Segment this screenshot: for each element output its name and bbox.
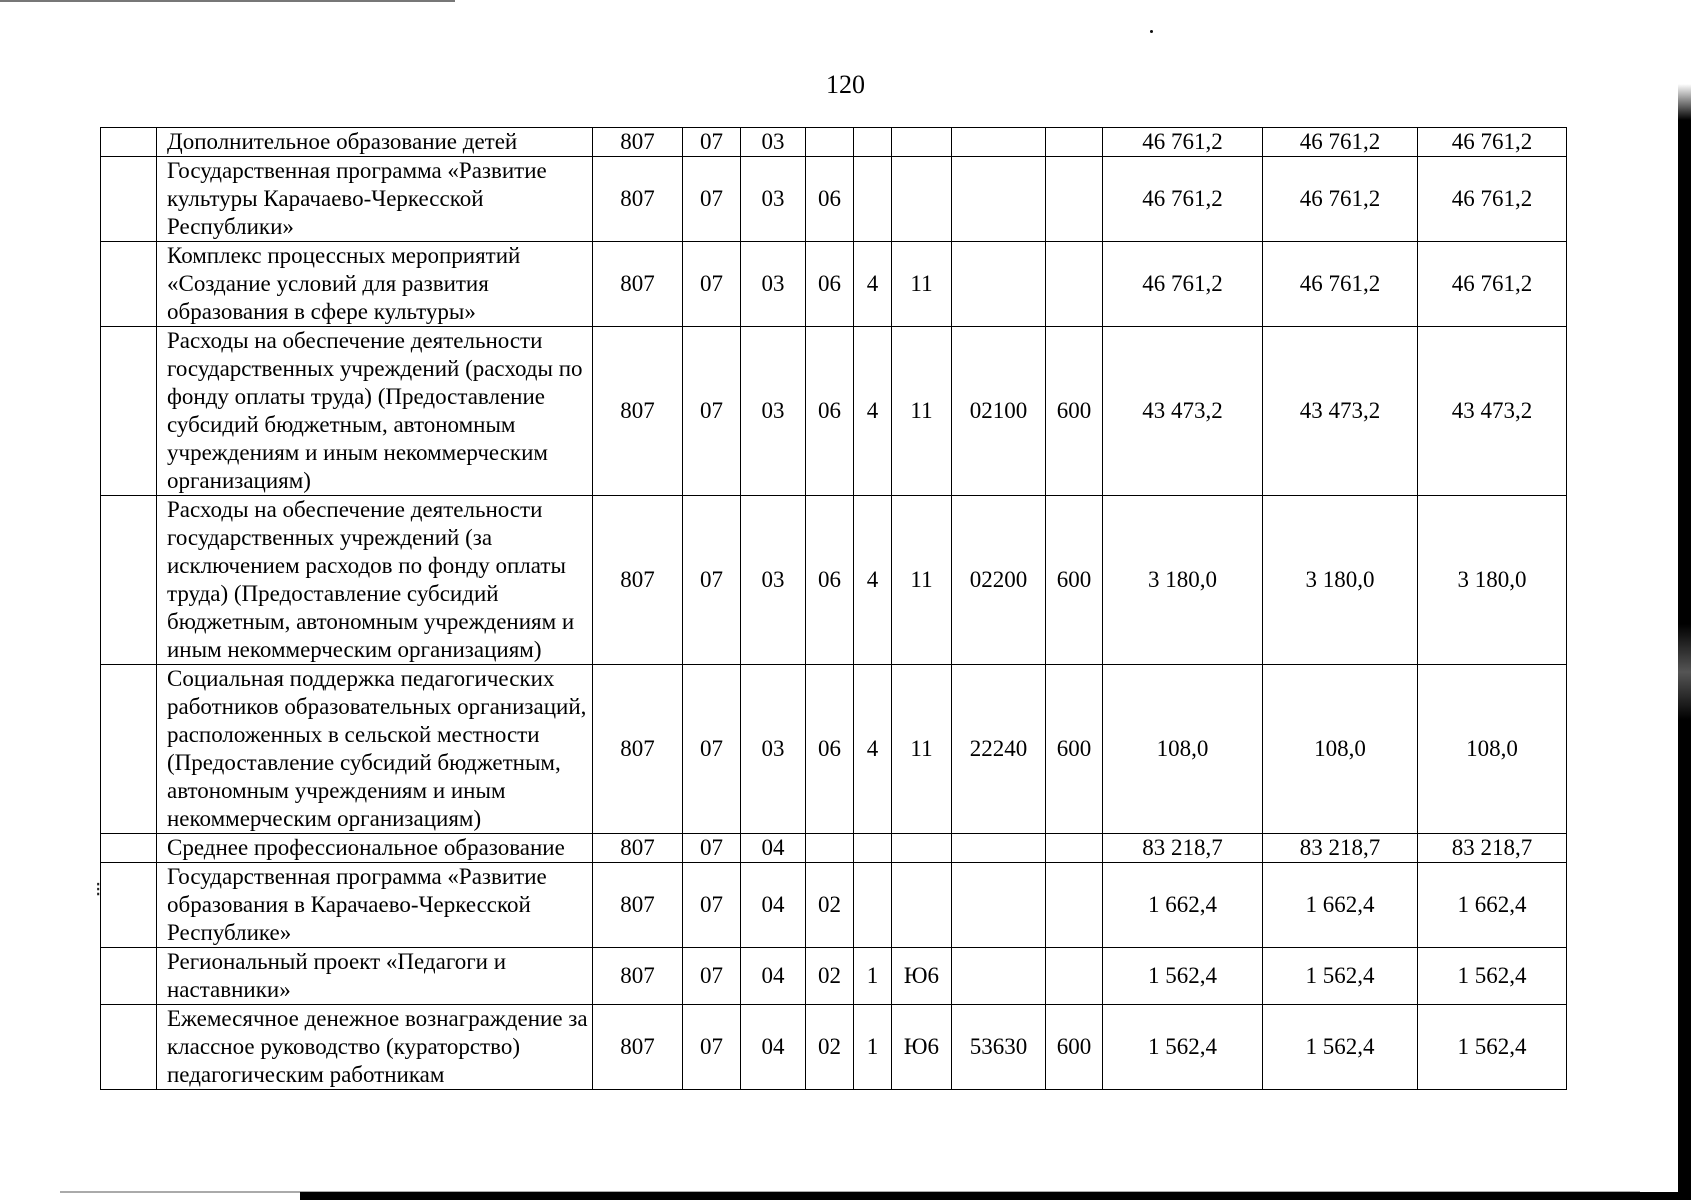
table-row <box>101 157 1567 242</box>
type-code: 1 <box>854 1005 892 1090</box>
amount-year-3: 46 761,2 <box>1418 128 1567 157</box>
structure-code <box>892 128 952 157</box>
scan-edge-top <box>0 0 455 2</box>
direction-code: 53630 <box>952 1005 1046 1090</box>
budget-table <box>100 127 1567 1090</box>
table-row <box>101 1005 1567 1090</box>
program-code: 06 <box>806 157 854 242</box>
direction-code <box>952 834 1046 863</box>
type-code: 4 <box>854 496 892 665</box>
scan-speck <box>1150 30 1153 33</box>
type-code <box>854 834 892 863</box>
expense-type-code <box>1046 242 1103 327</box>
amount-year-1: 1 562,4 <box>1103 948 1263 1005</box>
row-name: Расходы на обеспечение деятельности государственных учреждений (за исключением расходов по фонду оплаты труда) (Предоставление субсидий бюджетным, автономным учреждениям и иным некоммерческим организациям) <box>157 496 593 665</box>
amount-year-2: 1 562,4 <box>1263 948 1418 1005</box>
amount-year-3: 1 562,4 <box>1418 948 1567 1005</box>
amount-year-1: 1 662,4 <box>1103 863 1263 948</box>
subsection-code: 04 <box>741 863 806 948</box>
subsection-code: 03 <box>741 496 806 665</box>
row-name: Региональный проект «Педагоги и наставники» <box>157 948 593 1005</box>
subsection-code: 03 <box>741 242 806 327</box>
ved-code: 807 <box>593 863 683 948</box>
type-code: 4 <box>854 327 892 496</box>
program-code <box>806 834 854 863</box>
scan-edge-right-bar <box>1678 0 1691 1200</box>
amount-year-2: 46 761,2 <box>1263 128 1418 157</box>
expense-type-code: 600 <box>1046 665 1103 834</box>
ved-code: 807 <box>593 834 683 863</box>
direction-code <box>952 948 1046 1005</box>
program-code <box>806 128 854 157</box>
structure-code: 11 <box>892 327 952 496</box>
section-code: 07 <box>683 834 741 863</box>
type-code <box>854 157 892 242</box>
amount-year-3: 1 562,4 <box>1418 1005 1567 1090</box>
direction-code: 02200 <box>952 496 1046 665</box>
amount-year-1: 46 761,2 <box>1103 128 1263 157</box>
row-name: Государственная программа «Развитие образования в Карачаево-Черкесской Республике» <box>157 863 593 948</box>
ved-code: 807 <box>593 327 683 496</box>
type-code: 4 <box>854 665 892 834</box>
program-code: 06 <box>806 665 854 834</box>
ved-code: 807 <box>593 128 683 157</box>
table-row <box>101 834 1567 863</box>
expense-type-code <box>1046 128 1103 157</box>
type-code: 4 <box>854 242 892 327</box>
program-code: 06 <box>806 327 854 496</box>
section-code: 07 <box>683 242 741 327</box>
expense-type-code: 600 <box>1046 327 1103 496</box>
direction-code <box>952 128 1046 157</box>
amount-year-2: 108,0 <box>1263 665 1418 834</box>
program-code: 06 <box>806 496 854 665</box>
section-code: 07 <box>683 157 741 242</box>
amount-year-3: 43 473,2 <box>1418 327 1567 496</box>
amount-year-2: 46 761,2 <box>1263 242 1418 327</box>
row-name: Расходы на обеспечение деятельности государственных учреждений (расходы по фонду оплаты труда) (Предоставление субсидий бюджетным, автономным учреждениям и иным некоммерческим организациям) <box>157 327 593 496</box>
type-code <box>854 128 892 157</box>
amount-year-2: 3 180,0 <box>1263 496 1418 665</box>
ved-code: 807 <box>593 948 683 1005</box>
amount-year-2: 1 562,4 <box>1263 1005 1418 1090</box>
page-number: 120 <box>826 70 865 99</box>
subsection-code: 03 <box>741 157 806 242</box>
amount-year-1: 46 761,2 <box>1103 157 1263 242</box>
table-row <box>101 242 1567 327</box>
table-row <box>101 327 1567 496</box>
structure-code: 11 <box>892 496 952 665</box>
amount-year-2: 1 662,4 <box>1263 863 1418 948</box>
table-row <box>101 128 1567 157</box>
direction-code <box>952 242 1046 327</box>
program-code: 06 <box>806 242 854 327</box>
amount-year-1: 108,0 <box>1103 665 1263 834</box>
structure-code: 11 <box>892 665 952 834</box>
subsection-code: 03 <box>741 327 806 496</box>
structure-code: Ю6 <box>892 948 952 1005</box>
blank-cell <box>101 665 157 834</box>
direction-code <box>952 863 1046 948</box>
amount-year-2: 83 218,7 <box>1263 834 1418 863</box>
expense-type-code: 600 <box>1046 1005 1103 1090</box>
expense-type-code <box>1046 863 1103 948</box>
direction-code: 02100 <box>952 327 1046 496</box>
subsection-code: 04 <box>741 834 806 863</box>
table-row <box>101 665 1567 834</box>
section-code: 07 <box>683 665 741 834</box>
direction-code: 22240 <box>952 665 1046 834</box>
subsection-code: 04 <box>741 948 806 1005</box>
structure-code <box>892 863 952 948</box>
subsection-code: 03 <box>741 665 806 834</box>
blank-cell <box>101 834 157 863</box>
amount-year-2: 46 761,2 <box>1263 157 1418 242</box>
section-code: 07 <box>683 327 741 496</box>
program-code: 02 <box>806 948 854 1005</box>
structure-code: 11 <box>892 242 952 327</box>
amount-year-3: 3 180,0 <box>1418 496 1567 665</box>
amount-year-3: 1 662,4 <box>1418 863 1567 948</box>
scan-edge-bottom-bar <box>300 1192 1691 1200</box>
blank-cell <box>101 157 157 242</box>
direction-code <box>952 157 1046 242</box>
row-name: Государственная программа «Развитие культуры Карачаево-Черкесской Республики» <box>157 157 593 242</box>
row-name: Среднее профессиональное образование <box>157 834 593 863</box>
structure-code <box>892 834 952 863</box>
type-code <box>854 863 892 948</box>
blank-cell <box>101 863 157 948</box>
row-name: Комплекс процессных мероприятий «Создание условий для развития образования в сфере культуры» <box>157 242 593 327</box>
ved-code: 807 <box>593 1005 683 1090</box>
section-code: 07 <box>683 863 741 948</box>
ved-code: 807 <box>593 242 683 327</box>
amount-year-1: 43 473,2 <box>1103 327 1263 496</box>
ved-code: 807 <box>593 157 683 242</box>
blank-cell <box>101 327 157 496</box>
blank-cell <box>101 1005 157 1090</box>
amount-year-1: 83 218,7 <box>1103 834 1263 863</box>
margin-mark: ⁝ <box>95 879 102 901</box>
expense-type-code <box>1046 157 1103 242</box>
ved-code: 807 <box>593 665 683 834</box>
amount-year-3: 46 761,2 <box>1418 242 1567 327</box>
program-code: 02 <box>806 1005 854 1090</box>
structure-code <box>892 157 952 242</box>
blank-cell <box>101 948 157 1005</box>
amount-year-1: 1 562,4 <box>1103 1005 1263 1090</box>
subsection-code: 03 <box>741 128 806 157</box>
expense-type-code: 600 <box>1046 496 1103 665</box>
amount-year-3: 46 761,2 <box>1418 157 1567 242</box>
section-code: 07 <box>683 1005 741 1090</box>
amount-year-2: 43 473,2 <box>1263 327 1418 496</box>
expense-type-code <box>1046 948 1103 1005</box>
section-code: 07 <box>683 948 741 1005</box>
row-name: Ежемесячное денежное вознаграждение за классное руководство (кураторство) педагогическим работникам <box>157 1005 593 1090</box>
amount-year-3: 83 218,7 <box>1418 834 1567 863</box>
blank-cell <box>101 128 157 157</box>
row-name: Дополнительное образование детей <box>157 128 593 157</box>
ved-code: 807 <box>593 496 683 665</box>
blank-cell <box>101 242 157 327</box>
structure-code: Ю6 <box>892 1005 952 1090</box>
subsection-code: 04 <box>741 1005 806 1090</box>
blank-cell <box>101 496 157 665</box>
program-code: 02 <box>806 863 854 948</box>
section-code: 07 <box>683 496 741 665</box>
table-row <box>101 496 1567 665</box>
table-row <box>101 948 1567 1005</box>
row-name: Социальная поддержка педагогических работников образовательных организаций, расположенных в сельской местности (Предоставление субсидий бюджетным, автономным учреждениям и иным некоммерческим организациям) <box>157 665 593 834</box>
amount-year-3: 108,0 <box>1418 665 1567 834</box>
amount-year-1: 46 761,2 <box>1103 242 1263 327</box>
expense-type-code <box>1046 834 1103 863</box>
section-code: 07 <box>683 128 741 157</box>
table-row <box>101 863 1567 948</box>
amount-year-1: 3 180,0 <box>1103 496 1263 665</box>
type-code: 1 <box>854 948 892 1005</box>
